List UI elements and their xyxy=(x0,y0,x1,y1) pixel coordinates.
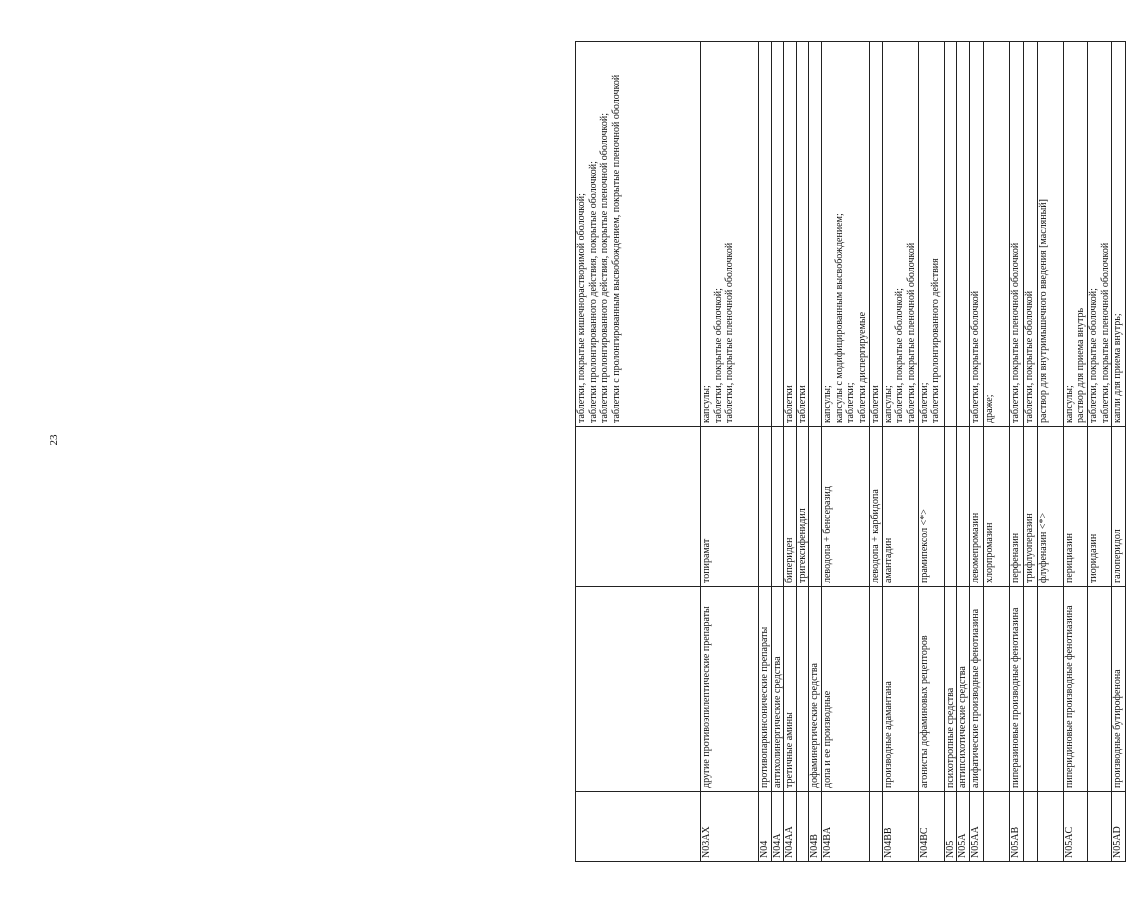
drug-cell xyxy=(957,427,970,587)
dosage-forms-cell: капли для приема внутрь; xyxy=(1112,42,1126,427)
table-row xyxy=(1037,42,1063,862)
drug-cell xyxy=(759,427,772,587)
drug-cell: леводопа + бенсеразид xyxy=(821,427,869,587)
group-cell: алифатические производные фенотиазина xyxy=(969,587,983,792)
atc-code-cell: N05 xyxy=(944,792,957,862)
dosage-forms-cell xyxy=(809,42,822,427)
atc-code-cell: N04AA xyxy=(784,792,797,862)
group-cell: пиперазиновые производные фенотиазина xyxy=(1009,587,1023,792)
atc-code-cell xyxy=(983,792,1009,862)
drug-cell: амантадин xyxy=(882,427,918,587)
drug-cell: перициазин xyxy=(1063,427,1087,587)
drug-cell: прамипексол <*> xyxy=(918,427,944,587)
table-row xyxy=(918,42,944,862)
group-cell: агонисты дофаминовых рецепторов xyxy=(918,587,944,792)
group-cell: другие противоэпилептические препараты xyxy=(701,587,759,792)
drug-cell: тригексифенидил xyxy=(796,427,809,587)
drug-cell xyxy=(576,427,701,587)
atc-code-cell xyxy=(796,792,809,862)
table-row xyxy=(821,42,869,862)
group-cell: производные бутирофенона xyxy=(1112,587,1126,792)
table-row xyxy=(576,42,701,862)
atc-code-cell: N04A xyxy=(771,792,784,862)
drug-cell: левомепромазин xyxy=(969,427,983,587)
group-cell: дофаминергические средства xyxy=(809,587,822,792)
drug-cell xyxy=(771,427,784,587)
group-cell xyxy=(1087,587,1111,792)
group-cell: третичные амины xyxy=(784,587,797,792)
drug-cell: леводопа + карбидопа xyxy=(869,427,882,587)
table-row xyxy=(1063,42,1087,862)
dosage-forms-cell: капсулы; таблетки, покрытые оболочкой; таблетки, покрытые пленочной оболочкой xyxy=(701,42,759,427)
drug-cell: топирамат xyxy=(701,427,759,587)
atc-code-cell xyxy=(1023,792,1037,862)
page-number: 23 xyxy=(48,434,60,446)
group-cell: противопаркинсонические препараты xyxy=(759,587,772,792)
drug-cell: перфеназин xyxy=(1009,427,1023,587)
drug-cell: трифлуоперазин xyxy=(1023,427,1037,587)
group-cell xyxy=(983,587,1009,792)
atc-code-cell: N05AB xyxy=(1009,792,1023,862)
drug-cell: тиоридазин xyxy=(1087,427,1111,587)
dosage-forms-cell: раствор для внутримышечного введения [масляный] xyxy=(1037,42,1063,427)
dosage-forms-cell xyxy=(771,42,784,427)
table-row xyxy=(796,42,809,862)
table-row xyxy=(1087,42,1111,862)
drug-cell: галоперидол xyxy=(1112,427,1126,587)
atc-code-cell: N04B xyxy=(809,792,822,862)
atc-code-cell: N04 xyxy=(759,792,772,862)
atc-code-cell: N04BC xyxy=(918,792,944,862)
group-cell: допа и ее производные xyxy=(821,587,869,792)
table-row xyxy=(1023,42,1037,862)
dosage-forms-cell xyxy=(957,42,970,427)
dosage-forms-cell xyxy=(944,42,957,427)
group-cell xyxy=(576,587,701,792)
atc-code-cell xyxy=(869,792,882,862)
group-cell xyxy=(869,587,882,792)
table-row xyxy=(1009,42,1023,862)
dosage-forms-cell: таблетки, покрытые кишечнорастворимой оболочкой; таблетки пролонгированного действия, покрытые оболочкой; таблетки пролонгированного действия, покрытые пленочной оболочкой; таблетки с пролонгированным высвобождением, покрытые пленочной оболочкой xyxy=(576,42,701,427)
dosage-forms-cell: таблетки xyxy=(796,42,809,427)
table-row xyxy=(983,42,1009,862)
atc-code-cell xyxy=(1087,792,1111,862)
dosage-forms-cell: таблетки; таблетки пролонгированного действия xyxy=(918,42,944,427)
atc-code-cell: N04BA xyxy=(821,792,869,862)
table-row xyxy=(957,42,970,862)
group-cell xyxy=(796,587,809,792)
dosage-forms-cell: таблетки xyxy=(869,42,882,427)
table-row xyxy=(759,42,772,862)
table-row xyxy=(784,42,797,862)
table-row xyxy=(944,42,957,862)
drug-cell: хлорпромазин xyxy=(983,427,1009,587)
atc-code-cell xyxy=(1037,792,1063,862)
table-row xyxy=(771,42,784,862)
atc-code-cell: N03AX xyxy=(701,792,759,862)
table-row xyxy=(969,42,983,862)
atc-code-cell: N05AA xyxy=(969,792,983,862)
dosage-forms-cell: таблетки, покрытые оболочкой xyxy=(1023,42,1037,427)
group-cell: пиперидиновые производные фенотиазина xyxy=(1063,587,1087,792)
table-row xyxy=(701,42,759,862)
atc-code-cell: N05AD xyxy=(1112,792,1126,862)
atc-code-cell xyxy=(576,792,701,862)
table-row xyxy=(882,42,918,862)
dosage-forms-cell: драже; xyxy=(983,42,1009,427)
group-cell: психотропные средства xyxy=(944,587,957,792)
table-row xyxy=(809,42,822,862)
group-cell: антихолинергические средства xyxy=(771,587,784,792)
rotated-page xyxy=(575,42,1124,862)
table-row xyxy=(1112,42,1126,862)
dosage-forms-cell: капсулы; раствор для приема внутрь xyxy=(1063,42,1087,427)
drug-cell xyxy=(944,427,957,587)
atc-code-cell: N04BB xyxy=(882,792,918,862)
table-row xyxy=(869,42,882,862)
dosage-forms-cell xyxy=(759,42,772,427)
group-cell: антипсихотические средства xyxy=(957,587,970,792)
medication-table xyxy=(575,41,1126,862)
atc-code-cell: N05A xyxy=(957,792,970,862)
dosage-forms-cell: таблетки xyxy=(784,42,797,427)
group-cell xyxy=(1037,587,1063,792)
dosage-forms-cell: капсулы; капсулы с модифицированным высвобождением; таблетки; таблетки диспергируемые xyxy=(821,42,869,427)
dosage-forms-cell: капсулы; таблетки, покрытые оболочкой; таблетки, покрытые пленочной оболочкой xyxy=(882,42,918,427)
drug-cell: бипериден xyxy=(784,427,797,587)
dosage-forms-cell: таблетки, покрытые оболочкой xyxy=(969,42,983,427)
atc-code-cell: N05AC xyxy=(1063,792,1087,862)
drug-cell: флуфеназин <*> xyxy=(1037,427,1063,587)
drug-cell xyxy=(809,427,822,587)
group-cell xyxy=(1023,587,1037,792)
dosage-forms-cell: таблетки, покрытые пленочной оболочкой xyxy=(1009,42,1023,427)
group-cell: производные адамантана xyxy=(882,587,918,792)
dosage-forms-cell: таблетки, покрытые оболочкой; таблетки, покрытые пленочной оболочкой xyxy=(1087,42,1111,427)
